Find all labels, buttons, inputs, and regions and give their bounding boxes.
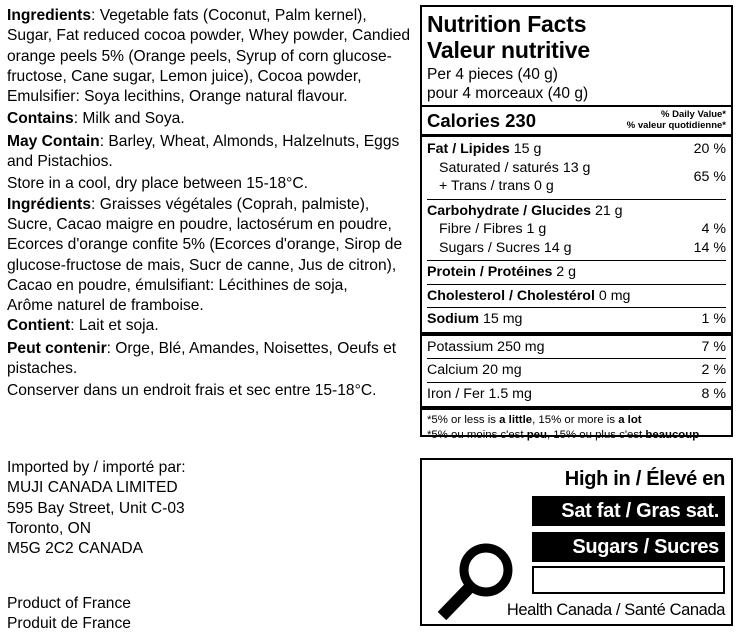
- nutrition-title-en: Nutrition Facts: [427, 11, 587, 37]
- iron-row: Iron / Fer 1.5 mg 8 %: [427, 385, 726, 402]
- contains-en: Contains: Milk and Soya.: [7, 110, 185, 128]
- may-contain-en: May Contain: Barley, Wheat, Almonds, Halzelnuts, Eggs and Pistachios.: [7, 132, 400, 171]
- ingredients-en: Ingredients: Vegetable fats (Coconut, Palm kernel), Sugar, Fat reduced cocoa powder, Whey powder, Candied orange peels 5% (Orange peels, Syrup of corn glucose-fructose, Cane sugar, Lemon juice), Cocoa powder, Emulsifier: Soya lecithins, Orange natural flavour.: [7, 7, 411, 106]
- storage-en: Store in a cool, dry place between 15-18°C.: [7, 175, 308, 193]
- cholesterol-row: Cholesterol / Cholestérol 0 mg: [427, 287, 631, 304]
- carbohydrate-row: Carbohydrate / Glucides 21 g: [427, 202, 623, 219]
- high-in-heading: High in / Élevé en: [564, 468, 725, 490]
- sugars-row: Sugars / Sucres 14 g 14 %: [439, 239, 726, 256]
- high-in-sat-fat: Sat fat / Gras sat.: [532, 496, 725, 526]
- daily-value-footnote: *5% or less is a little, 15% or more is a lot *5% ou moins c'est peu, 15% ou plus c'est beaucoup: [427, 414, 700, 441]
- importer-address: Imported by / importé par: MUJI CANADA LIMITED 595 Bay Street, Unit C-03 Toronto, ON M5G 2C2 CANADA: [7, 459, 186, 558]
- potassium-row: Potassium 250 mg 7 %: [427, 338, 726, 355]
- country-of-origin: Product of France Produit de France: [7, 595, 131, 633]
- nutrition-title-fr: Valeur nutritive: [427, 37, 590, 63]
- ingredients-fr: Ingrédients: Graisses végétales (Coprah, palmiste), Sucre, Cacao maigre en poudre, lactosérum en poudre, Ecorces d'orange confite 5% (Ecorces d'orange, Sirop de glucose-fructose de mais, Sucr de canne, Jus de citron), Cacao en poudre, émulsifiant: Lécithines de soja, Arôme naturel de framboise.: [7, 195, 403, 315]
- storage-fr: Conserver dans un endroit frais et sec entre 15-18°C.: [7, 382, 377, 400]
- nutrition-facts-table: [420, 5, 733, 441]
- high-in-empty-slot: [532, 566, 725, 594]
- high-in-sugars: Sugars / Sucres: [532, 532, 725, 562]
- health-canada-footer: Health Canada / Santé Canada: [506, 601, 725, 619]
- protein-row: Protein / Protéines 2 g: [427, 264, 577, 280]
- high-in-symbol: [420, 458, 733, 626]
- fat-row: Fat / Lipides 15 g 20 %: [427, 141, 726, 157]
- saturated-trans-rows: Saturated / saturés 13 g + Trans / trans 0 g 65 %: [439, 159, 726, 194]
- fibre-row: Fibre / Fibres 1 g 4 %: [439, 221, 726, 237]
- contains-fr: Contient: Lait et soja.: [7, 317, 159, 335]
- serving-size-en: Per 4 pieces (40 g): [427, 66, 558, 83]
- ingredients-panel: [7, 6, 415, 633]
- serving-size-fr: pour 4 morceaux (40 g): [427, 85, 589, 102]
- may-contain-fr: Peut contenir: Orge, Blé, Amandes, Noisettes, Oeufs et pistaches.: [7, 339, 397, 378]
- sodium-row: Sodium 15 mg 1 %: [427, 311, 726, 327]
- calories-row: Calories 230 % Daily Value* % valeur quotidienne*: [427, 109, 726, 131]
- calcium-row: Calcium 20 mg 2 %: [427, 362, 726, 378]
